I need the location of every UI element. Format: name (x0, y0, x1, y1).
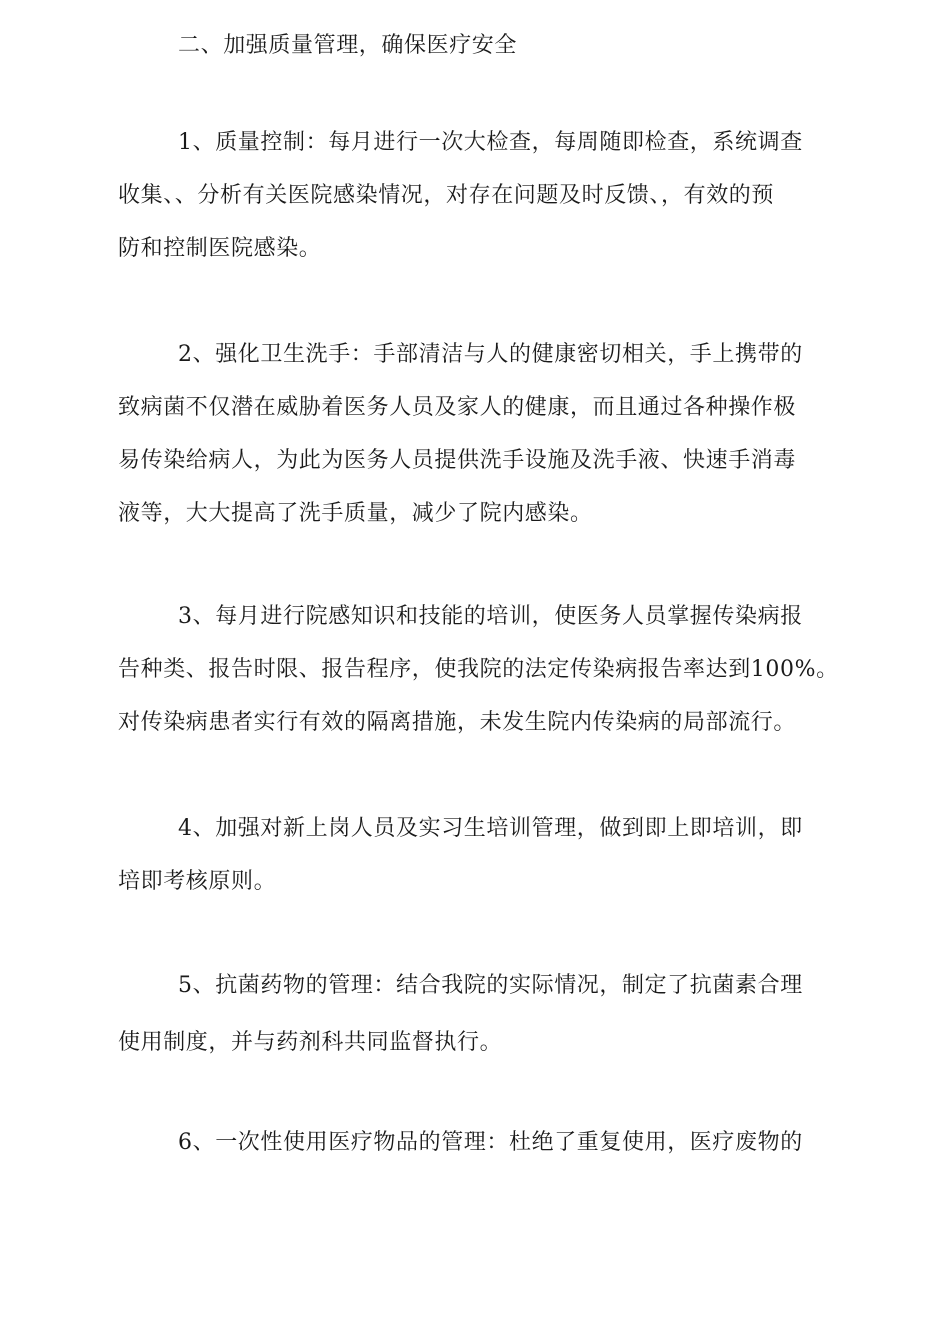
paragraph-line: 培即考核原则。 (118, 869, 277, 894)
paragraph-line: 3、每月进行院感知识和技能的培训，使医务人员掌握传染病报 (178, 604, 803, 629)
paragraph-line: 告种类、报告时限、报告程序，使我院的法定传染病报告率达到100%。 (118, 657, 839, 682)
paragraph-line: 4、加强对新上岗人员及实习生培训管理，做到即上即培训，即 (178, 816, 803, 841)
paragraph-line: 5、抗菌药物的管理：结合我院的实际情况，制定了抗菌素合理 (178, 973, 803, 998)
paragraph-line: 易传染给病人，为此为医务人员提供洗手设施及洗手液、快速手消毒 (118, 448, 797, 473)
paragraph-line: 6、一次性使用医疗物品的管理：杜绝了重复使用，医疗废物的 (178, 1130, 803, 1155)
section-heading: 二、加强质量管理，确保医疗安全 (178, 33, 518, 58)
paragraph-line: 液等，大大提高了洗手质量，减少了院内感染。 (118, 501, 593, 526)
paragraph-line: 1、质量控制：每月进行一次大检查，每周随即检查，系统调查 (178, 130, 803, 155)
paragraph-line: 收集、、分析有关医院感染情况，对存在问题及时反馈、，有效的预 (118, 183, 775, 208)
paragraph-line: 对传染病患者实行有效的隔离措施，未发生院内传染病的局部流行。 (118, 710, 797, 735)
paragraph-line: 防和控制医院感染。 (118, 236, 322, 261)
paragraph-line: 致病菌不仅潜在威胁着医务人员及家人的健康，而且通过各种操作极 (118, 395, 797, 420)
paragraph-line: 使用制度，并与药剂科共同监督执行。 (118, 1030, 503, 1055)
paragraph-line: 2、强化卫生洗手：手部清洁与人的健康密切相关，手上携带的 (178, 342, 803, 367)
